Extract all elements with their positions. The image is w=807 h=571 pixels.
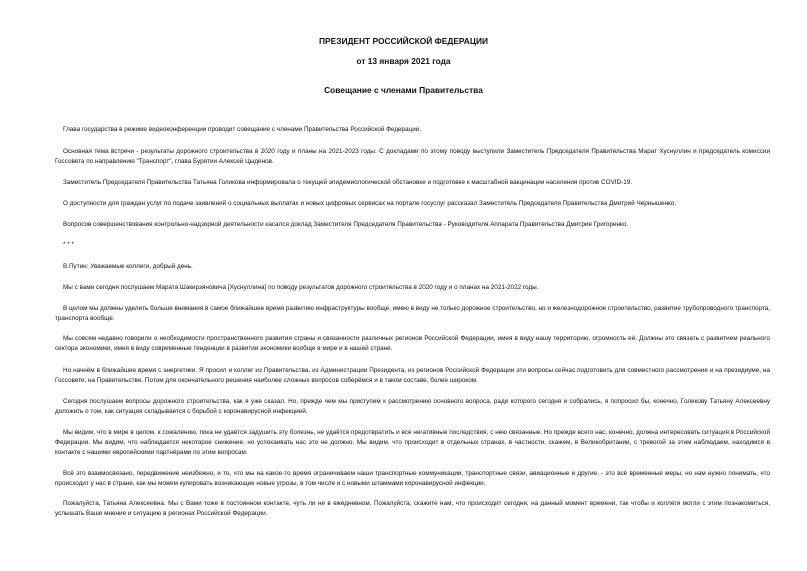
paragraph-roads-intro: Мы с вами сегодня послушаем Марата Шакирзяновича [Хуснуллина] по поводу результатов дорожного строительства в 2020 году и о планах на 2021-2022 годы. (63, 284, 539, 291)
section-separator: * * * (63, 241, 74, 248)
paragraph-transport-limits: Всё это взаимосвязано, передвижение неизбежно, и то, что мы на какое-то время ограничиваем наши транспортные коммуникации, транспортные связи, авиационные и другие, - это всё временные меры, но нам нужно понимать, что происходит у нас в стране, как мы можем купировать возникающие новые угрозы, в том числе и с новыми штаммами коронавирусной инфекции. (55, 470, 770, 487)
paragraph-golikova: Заместитель Председателя Правительства Татьяна Голикова информировала о текущей эпидемиологической обстановке и подготовке к масштабной вакцинации населения против COVID-19. (63, 179, 633, 186)
paragraph-greeting: В.Путин: Уважаемые коллеги, добрый день. (63, 263, 193, 270)
paragraph-world-situation: Мы видим, что в мире в целом, к сожалению, пока не удаётся задушить эту болезнь, не удаётся предотвратить и все негативные последствия, с нею связанные. Но прежде всего нас, конечно, должна интересовать ситуация в Российской Федерации. Мы видим, что наблюдается некоторое снижение, но успокаивать нас это не должно. Мы видим, что происходит в отдельных странах, в частности, скажем, в Великобритании, с тревогой за этим наблюдаем, находимся в контакте с нашими европейскими партнёрами по этим вопросам. (55, 429, 770, 456)
paragraph-energy: Но начнём в ближайшее время с энергетики. Я просил и коллег из Правительства, из Администрации Президента, из регионов Российской Федерации эти вопросы сейчас подготовить для совместного рассмотрения и на президиуме, на Госсовете, на Правительстве. Потом для окончательного решения наиболее сложных вопросов соберёмся и в таком составе, более широком. (55, 367, 770, 384)
paragraph-golikova-request: Пожалуйста, Татьяна Алексеевна. Мы с Вами тоже в постоянном контакте, чуть ли не в ежедневном. Пожалуйста, скажите нам, что происходит сегодня, на данный момент времени, так чтобы и коллеги могли с этим познакомиться, услышать Ваше мнение и ситуацию в регионах Российской Федерации. (55, 500, 770, 517)
paragraph-grigorenko: Вопросов совершенствования контрольно-надзорной деятельности касался доклад Заместителя Председателя Правительства - Руководителя Аппарата Правительства Дмитрия Григоренко. (63, 221, 629, 228)
paragraph-covid-request: Сегодня послушаем вопросы дорожного строительства, как я уже сказал. Но, прежде чем мы приступим к рассмотрению основного вопроса, ради которого сегодня и собрались, я попросил бы, конечно, Голикову Татьяну Алексеевну доложить о том, как ситуация складывается с борьбой с коронавирусной инфекцией. (55, 398, 770, 415)
document-subtitle: Совещание с членами Правительства (324, 85, 483, 95)
paragraph-infrastructure: В целом мы должны уделить больше внимания в самое ближайшее время развитию инфраструктуры вообще, имею в виду не только дорожное строительство, но и железнодорожное строительство, развитие трубопроводного транспорта, транспорта вообще. (55, 305, 770, 322)
paragraph-chernyshenko: О доступности для граждан услуг по подаче заявлений о социальных выплатах и новых цифровых сервисах на портале госуслуг рассказал Заместитель Председателя Правительства Дмитрий Чернышенко. (63, 200, 677, 207)
document-date: от 13 января 2021 года (356, 56, 451, 66)
paragraph-spatial-development: Мы совсем недавно говорили о необходимости пространственного развития страны и связанности различных регионов Российской Федерации, имея в виду нашу территорию, огромность её. Должны это связать с развитием реального сектора экономики, имея в виду современные тенденции в развитии экономики вообще в мире и в нашей стране. (55, 335, 770, 352)
document-title: ПРЕЗИДЕНТ РОССИЙСКОЙ ФЕДЕРАЦИИ (319, 36, 488, 46)
paragraph-main-topic: Основная тема встречи - результаты дорожного строительства в 2020 году и планы на 2021-2023 годы. С докладами по этому поводу выступили Заместитель Председателя Правительства Марат Хуснуллин и председатель комиссии Госсовета по направлению "Транспорт", глава Бурятии Алексей Цыденов. (55, 148, 770, 165)
paragraph-intro: Глава государства в режиме видеоконференции проводит совещание с членами Правительства Российской Федерации. (63, 126, 422, 133)
